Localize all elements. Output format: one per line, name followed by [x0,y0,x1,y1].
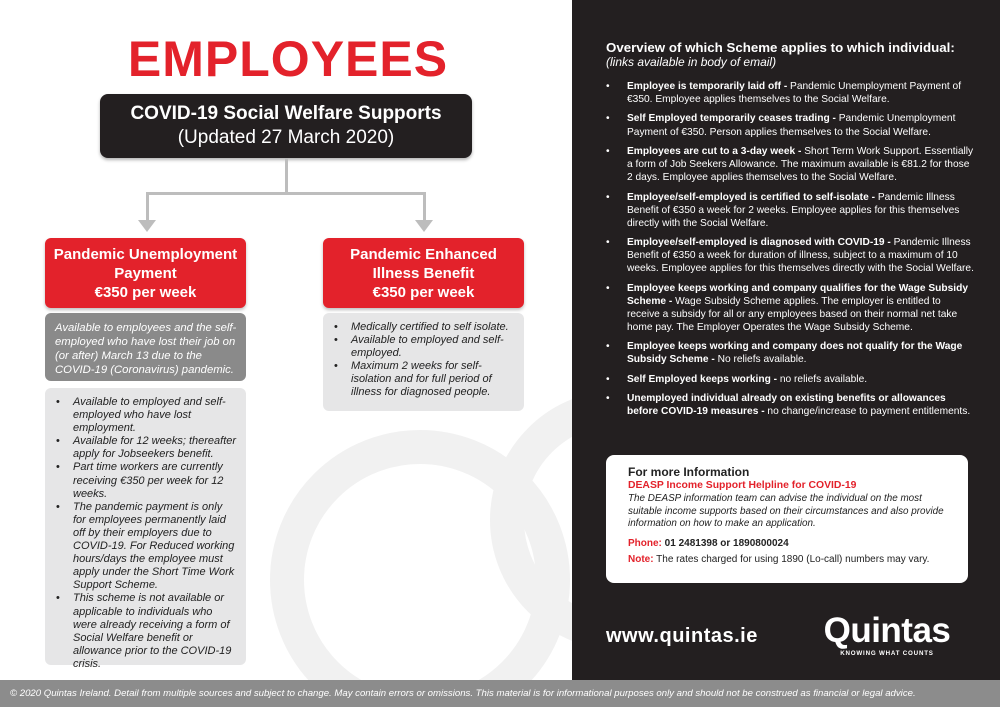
scheme-intro-text: Available to employees and the self-employed who have lost their job on (or after) March 13 due to the COVID-19 (Coronavirus) pandemic. [55,322,237,376]
list-item: • This scheme is not available or applicable to individuals who were already receiving a form of Social Welfare benefit or allowance prior to the COVID-19 crisis. [53,592,238,671]
bullet-list [331,321,516,400]
item-lead: Employee/self-employed is diagnosed with COVID-19 - [627,237,894,249]
arrow-down-icon [415,220,433,232]
website-link[interactable]: www.quintas.ie [606,625,758,647]
scheme-title-line: Illness Benefit [372,265,475,282]
list-item [606,392,976,418]
item-text: Pandemic Illness Benefit of €350 a week for 2 weeks. Employee applies for this themselves directly with the Social Welfare. [627,191,960,229]
connector-line [146,192,426,195]
connector-line [423,192,426,220]
scheme-details-unemployment [45,388,246,670]
list-item [606,145,976,184]
item-text: Pandemic Unemployment Payment of €350. Person applies themselves to the Social Welfare. [627,113,956,138]
list-item [606,340,976,366]
item-lead: Employee/self-employed is certified to self-isolate - [627,191,878,203]
overview-list [606,80,976,425]
header-box [100,94,472,158]
overview-heading: Overview of which Scheme applies to which individual: [606,40,955,55]
scheme-title-line: Pandemic Enhanced [350,246,497,263]
note-text: The rates charged for using 1890 (Lo-call) numbers may vary. [656,553,930,565]
info-title: For more Information [628,465,750,479]
scheme-rate: €350 per week [94,284,197,301]
item-text: no change/increase to payment entitlements. [767,406,971,418]
header-date: (Updated 27 March 2020) [177,127,395,148]
item-lead: Self Employed keeps working - [627,373,780,385]
list-item [606,80,976,106]
item-text: Pandemic Illness Benefit of €350 a week for duration of illness, subject to a maximum of 10 weeks. Employee applies for this themselves directly with the Social Welfare. [627,237,974,275]
item-lead: Employee keeps working and company qualifies for the Wage Subsidy Scheme - [627,282,968,307]
scheme-title-line: Pandemic Unemployment [53,246,238,263]
list-item: • The pandemic payment is only for employees permanently laid off by their employers due to COVID-19. For Reduced working hours/days the employee must apply under the Short Time Work Support Scheme. [53,501,238,593]
item-lead: Employees are cut to a 3-day week - [627,145,805,157]
footer-disclaimer: © 2020 Quintas Ireland. Detail from multiple sources and subject to change. May contain errors or omissions. This material is for informational purposes only and should not be construed as financial or legal advice. [0,680,1000,707]
note-label: Note: [628,553,654,565]
note-line [628,553,958,566]
phone-line [628,537,958,550]
scheme-title-illness [323,238,524,308]
bullet-list [53,396,238,671]
quintas-logo [812,612,962,657]
list-item: • Maximum 2 weeks for self-isolation and for full period of illness for diagnosed people. [331,360,516,399]
info-subtitle: DEASP Income Support Helpline for COVID-19 [628,480,857,491]
scheme-intro [45,313,246,381]
overview-subheading: (links available in body of email) [606,55,777,69]
list-item: • Part time workers are currently receiving €350 per week for 12 weeks. [53,461,238,500]
phone-label: Phone: [628,537,662,549]
list-item: • Available for 12 weeks; thereafter apply for Jobseekers benefit. [53,435,238,461]
list-item [606,373,976,386]
list-item [606,236,976,275]
item-text: No reliefs available. [717,354,807,366]
connector-line [146,192,149,220]
list-item [606,191,976,230]
info-description: The DEASP information team can advise the individual on the most suitable income supports based on their circumstances and also provide information on how to make an application. [628,493,944,530]
item-lead: Employee is temporarily laid off - [627,81,791,92]
list-item [606,112,976,138]
item-text: no reliefs available. [779,373,868,385]
list-item [606,282,976,334]
logo-tagline: KNOWING WHAT COUNTS [840,650,934,657]
connector-line [285,158,288,194]
scheme-title-line: Payment [114,265,177,282]
scheme-details-illness [323,313,524,411]
page-title: EMPLOYEES [127,31,449,87]
info-box [606,455,968,583]
right-panel [572,0,1000,680]
list-item: • Medically certified to self isolate. [331,321,516,334]
scheme-rate: €350 per week [372,284,475,301]
item-lead: Self Employed temporarily ceases trading - [627,113,839,125]
scheme-title-unemployment [45,238,246,308]
arrow-down-icon [138,220,156,232]
list-item: • Available to employed and self-employed who have lost employment. [53,396,238,435]
header-title: COVID-19 Social Welfare Supports [130,103,442,124]
list-item: • Available to employed and self-employed. [331,334,516,360]
phone-number[interactable]: 01 2481398 or 1890800024 [664,537,789,549]
item-text: Pandemic Unemployment Payment of €350. Employee applies themselves to the Social Welfare. [627,81,962,106]
item-lead: Unemployed individual already on existing benefits or allowances before COVID-19 measures - [627,393,946,418]
item-text: Wage Subsidy Scheme applies. The employer is entitled to receive a subsidy for all or any employees based on their normal net take home pay. The Employer Operates the Wage Subsidy Scheme. [627,295,958,333]
item-text: Short Term Work Support. Essentially a form of Job Seekers Allowance. The maximum available is €81.2 for those 2 days. Employee applies themselves to the Social Welfare. [627,145,974,184]
item-lead: Employee keeps working and company does not qualify for the Wage Subsidy Scheme - [627,341,963,366]
logo-name: Quintas [823,611,951,650]
